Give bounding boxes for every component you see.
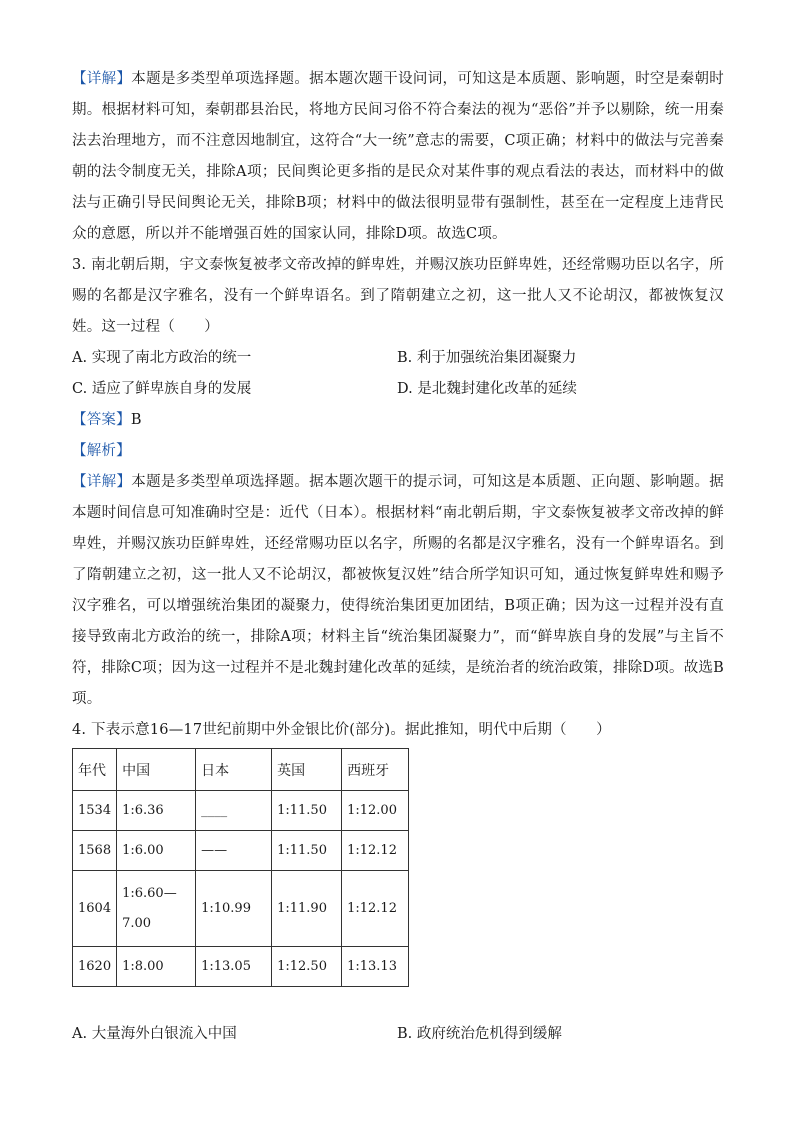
table-header-cell: 中国 xyxy=(117,749,196,791)
option-a: A. 实现了南北方政治的统一 xyxy=(72,350,252,366)
table-header-cell: 西班牙 xyxy=(342,749,409,791)
table-cell: 1:11.50 xyxy=(272,831,342,871)
table-cell: 1:12.50 xyxy=(272,947,342,987)
analysis-tag: 【解析】 xyxy=(72,443,131,459)
answer-line xyxy=(72,405,724,436)
table-cell: 1:11.90 xyxy=(272,871,342,947)
table-header-cell: 英国 xyxy=(272,749,342,791)
analysis-heading xyxy=(72,436,724,467)
table-cell: —— xyxy=(196,831,272,871)
option-d: D. 是北魏封建化改革的延续 xyxy=(397,381,577,397)
table-cell: 1:13.05 xyxy=(196,947,272,987)
option-c: C. 适应了鲜卑族自身的发展 xyxy=(72,381,252,397)
table-cell: 1:12.12 xyxy=(342,831,409,871)
table-cell: 1:6.60—7.00 xyxy=(117,871,196,947)
gold-silver-ratio-table xyxy=(72,748,409,987)
answer-value: B xyxy=(130,412,142,428)
table-row xyxy=(73,831,409,871)
detail-tag: 【详解】 xyxy=(72,71,132,87)
detail-text: 本题是多类型单项选择题。据本题次题干设问词，可知这是本质题、影响题，时空是秦朝时期。根据材料可知，秦朝郡县治民，将地方民间习俗不符合秦法的视为“恶俗”并予以剔除，统一用秦法去治理地方，而不注意因地制宜，这符合“大一统”意志的需要，C项正确；材料中的做法与完善秦朝的法令制度无关，排除A项；民间舆论更多指的是民众对某件事的观点看法的表达，而材料中的做法与正确引导民间舆论无关，排除B项；材料中的做法很明显带有强制性，甚至在一定程度上违背民众的意愿，所以并不能增强百姓的国家认同，排除D项。故选C项。 xyxy=(72,71,724,242)
answer-tag: 【答案】 xyxy=(72,412,131,428)
table-cell: 1:12.12 xyxy=(342,871,409,947)
option-a: A. 大量海外白银流入中国 xyxy=(72,1026,237,1042)
question-4-options-row-1 xyxy=(72,1019,724,1050)
table-header-cell: 日本 xyxy=(196,749,272,791)
table-cell: 1604 xyxy=(73,871,117,947)
table-header-cell: 年代 xyxy=(73,749,117,791)
table-row xyxy=(73,791,409,831)
table-cell: 1568 xyxy=(73,831,117,871)
table-cell: 1:13.13 xyxy=(342,947,409,987)
table-row xyxy=(73,871,409,947)
question-3-stem: 3. 南北朝后期，宇文泰恢复被孝文帝改掉的鲜卑姓，并赐汉族功臣鲜卑姓，还经常赐功臣以名字，所赐的名都是汉字雅名，没有一个鲜卑语名。到了隋朝建立之初，这一批人又不论胡汉，都被恢复汉姓。这一过程（ ） xyxy=(72,257,724,335)
question-4-stem: 4. 下表示意16—17世纪前期中外金银比价(部分)。据此推知，明代中后期（ ） xyxy=(72,722,611,738)
table-cell: 1:6.36 xyxy=(117,791,196,831)
table-cell: 1:12.00 xyxy=(342,791,409,831)
explanation-paragraph-q3 xyxy=(72,467,724,715)
option-b: B. 政府统治危机得到缓解 xyxy=(397,1026,562,1042)
table-cell: 1:11.50 xyxy=(272,791,342,831)
question-3-options-row-1 xyxy=(72,343,724,374)
detail-tag: 【详解】 xyxy=(72,474,132,490)
table-header-row xyxy=(73,749,409,791)
table-cell: 1620 xyxy=(73,947,117,987)
document-page xyxy=(72,64,724,1050)
table-cell: ____ xyxy=(196,791,272,831)
question-3-options-row-2 xyxy=(72,374,724,405)
explanation-paragraph-q2 xyxy=(72,64,724,250)
detail-text: 本题是多类型单项选择题。据本题次题干的提示词，可知这是本质题、正向题、影响题。据本题时间信息可知准确时空是：近代（日本）。根据材料“南北朝后期，宇文泰恢复被孝文帝改掉的鲜卑姓，并赐汉族功臣鲜卑姓，还经常赐功臣以名字，所赐的名都是汉字雅名，没有一个鲜卑语名。到了隋朝建立之初，这一批人又不论胡汉，都被恢复汉姓”结合所学知识可知，通过恢复鲜卑姓和赐予汉字雅名，可以增强统治集团的凝聚力，使得统治集团更加团结，B项正确；因为这一过程并没有直接导致南北方政治的统一，排除A项；材料主旨“统治集团凝聚力”，而“鲜卑族自身的发展”与主旨不符，排除C项；因为这一过程并不是北魏封建化改革的延续，是统治者的统治政策，排除D项。故选B项。 xyxy=(72,474,724,707)
table-cell: 1534 xyxy=(73,791,117,831)
table-cell: 1:8.00 xyxy=(117,947,196,987)
table-cell: 1:6.00 xyxy=(117,831,196,871)
option-b: B. 利于加强统治集团凝聚力 xyxy=(397,350,577,366)
table-row xyxy=(73,947,409,987)
table-cell: 1:10.99 xyxy=(196,871,272,947)
